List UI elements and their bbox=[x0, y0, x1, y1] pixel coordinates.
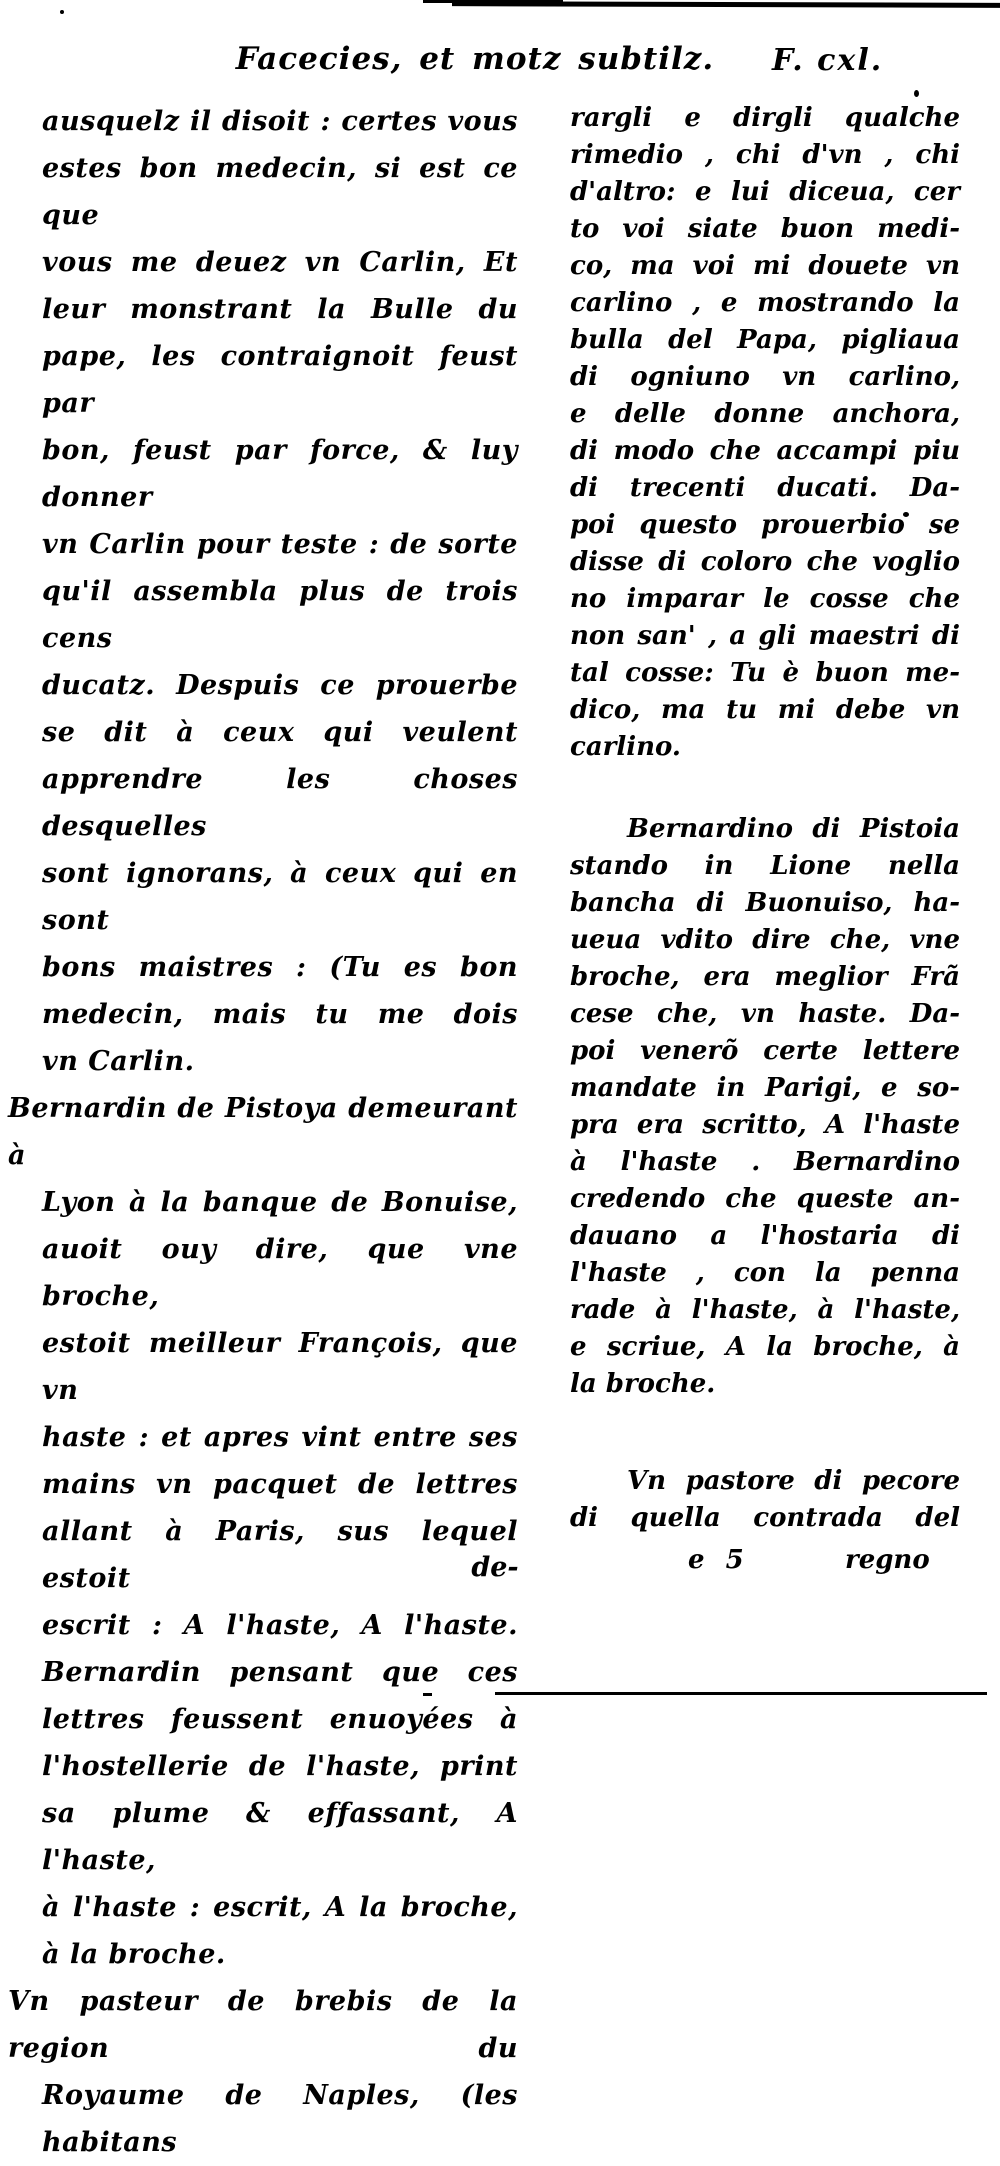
text-line: dico, ma tu mi debe vn bbox=[570, 695, 960, 725]
text-line: tal cosse: Tu è buon me- bbox=[570, 658, 960, 688]
text-line: ducatz. Despuis ce prouerbe bbox=[42, 670, 518, 701]
text-line: di quella contrada del bbox=[570, 1503, 960, 1533]
text-line: di modo che accampi piu bbox=[570, 436, 960, 466]
text-line: stando in Lione nella bbox=[570, 851, 960, 881]
text-line: la broche. bbox=[570, 1369, 716, 1399]
text-line: sont ignorans, à ceux qui en sont bbox=[42, 858, 518, 936]
text-line: poi venerõ certe lettere bbox=[570, 1036, 960, 1066]
text-line: ausquelz il disoit : certes vous bbox=[42, 106, 518, 137]
text-line: estoit meilleur François, que vn bbox=[42, 1328, 518, 1406]
paragraph bbox=[570, 811, 960, 1403]
paragraph bbox=[42, 98, 518, 1085]
text-line: non san' , a gli maestri di bbox=[570, 621, 960, 651]
text-line: lettres feussent enuoyées à bbox=[42, 1704, 518, 1735]
text-line: sa plume & effassant, A l'haste, bbox=[42, 1798, 518, 1876]
text-line: allant à Paris, sus lequel estoit bbox=[42, 1516, 518, 1594]
scan-edge-artifact-top-2 bbox=[423, 0, 563, 3]
text-line: cese che, vn haste. Da- bbox=[570, 999, 960, 1029]
text-line: estes bon medecin, si est ce que bbox=[42, 153, 518, 231]
text-line: d'altro: e lui diceua, cer bbox=[570, 177, 960, 207]
text-line: di ogniuno vn carlino, bbox=[570, 362, 960, 392]
text-line: bon, feust par force, & luy donner bbox=[42, 435, 518, 513]
scan-edge-artifact-bottom-dash bbox=[423, 1693, 432, 1696]
text-line: di trecenti ducati. Da- bbox=[570, 473, 960, 503]
text-line: e delle donne anchora, bbox=[570, 399, 960, 429]
text-line: rade à l'haste, à l'haste, bbox=[570, 1295, 960, 1325]
text-line: bancha di Buonuiso, ha- bbox=[570, 888, 960, 918]
text-line: ueua vdito dire che, vne bbox=[570, 925, 960, 955]
text-line: à l'haste . Bernardino bbox=[570, 1147, 960, 1177]
text-line: Bernardino di Pistoia bbox=[627, 814, 960, 844]
text-line: vn Carlin. bbox=[42, 1046, 195, 1077]
catchword-right: regno bbox=[845, 1545, 930, 1575]
running-title: Facecies, et motz subtilz. bbox=[235, 41, 715, 77]
text-line: leur monstrant la Bulle du bbox=[42, 294, 518, 325]
text-line: qu'il assembla plus de trois cens bbox=[42, 576, 518, 654]
text-line: e scriue, A la broche, à bbox=[570, 1332, 960, 1362]
text-line: apprendre les choses desquelles bbox=[42, 764, 518, 842]
text-line: à la broche. bbox=[42, 1939, 226, 1970]
scan-speck bbox=[914, 90, 919, 97]
catchword-left: de- bbox=[471, 1552, 519, 1583]
right-column-italian-text bbox=[570, 100, 960, 1537]
paragraph bbox=[570, 100, 960, 766]
text-line: mains vn pacquet de lettres bbox=[42, 1469, 518, 1500]
text-line: Bernardin pensant que ces bbox=[42, 1657, 518, 1688]
text-line: l'haste , con la penna bbox=[570, 1258, 960, 1288]
text-line: Bernardin de Pistoya demeurant à bbox=[8, 1093, 518, 1171]
text-line: mandate in Parigi, e so- bbox=[570, 1073, 960, 1103]
text-line: bons maistres : (Tu es bon bbox=[42, 952, 518, 983]
text-line: pra era scritto, A l'haste bbox=[570, 1110, 960, 1140]
text-line: co, ma voi mi douete vn bbox=[570, 251, 960, 281]
text-line: rimedio , chi d'vn , chi bbox=[570, 140, 960, 170]
text-line: carlino , e mostrando la bbox=[570, 288, 960, 318]
text-line: Royaume de Naples, (les habitans bbox=[42, 2080, 518, 2158]
text-line: auoit ouy dire, que vne broche, bbox=[42, 1234, 518, 1312]
text-line: medecin, mais tu me dois bbox=[42, 999, 518, 1030]
signature-mark: e 5 bbox=[688, 1545, 750, 1575]
text-line: to voi siate buon medi- bbox=[570, 214, 960, 244]
text-line: haste : et apres vint entre ses bbox=[42, 1422, 518, 1453]
text-line: dauano a l'hostaria di bbox=[570, 1221, 960, 1251]
text-line: à l'haste : escrit, A la broche, bbox=[42, 1892, 518, 1923]
text-line: credendo che queste an- bbox=[570, 1184, 960, 1214]
paragraph bbox=[570, 1463, 960, 1537]
text-line: disse di coloro che voglio bbox=[570, 547, 960, 577]
scan-speck bbox=[60, 10, 64, 14]
text-line: pape, les contraignoit feust par bbox=[42, 341, 518, 419]
text-line: se dit à ceux qui veulent bbox=[42, 717, 518, 748]
paragraph bbox=[8, 1085, 518, 1978]
text-line: rargli e dirgli qualche bbox=[570, 103, 960, 133]
text-line: broche, era meglior Frã bbox=[570, 962, 960, 992]
paragraph bbox=[8, 1978, 518, 2166]
scan-edge-artifact-bottom bbox=[495, 1692, 987, 1695]
text-line: carlino. bbox=[570, 732, 681, 762]
left-column-french-text bbox=[8, 98, 518, 2166]
text-line: Vn pastore di pecore bbox=[627, 1466, 960, 1496]
text-line: bulla del Papa, pigliaua bbox=[570, 325, 960, 355]
text-line: l'hostellerie de l'haste, print bbox=[42, 1751, 518, 1782]
text-line: poi questo prouerbio se bbox=[570, 510, 960, 540]
text-line: vn Carlin pour teste : de sorte bbox=[42, 529, 518, 560]
text-line: Lyon à la banque de Bonuise, bbox=[42, 1187, 518, 1218]
text-line: no imparar le cosse che bbox=[570, 584, 960, 614]
folio-number: F. cxl. bbox=[772, 43, 884, 78]
text-line: escrit : A l'haste, A l'haste. bbox=[42, 1610, 518, 1641]
text-line: vous me deuez vn Carlin, Et bbox=[42, 247, 518, 278]
text-line: Vn pasteur de brebis de la region du bbox=[8, 1986, 518, 2064]
